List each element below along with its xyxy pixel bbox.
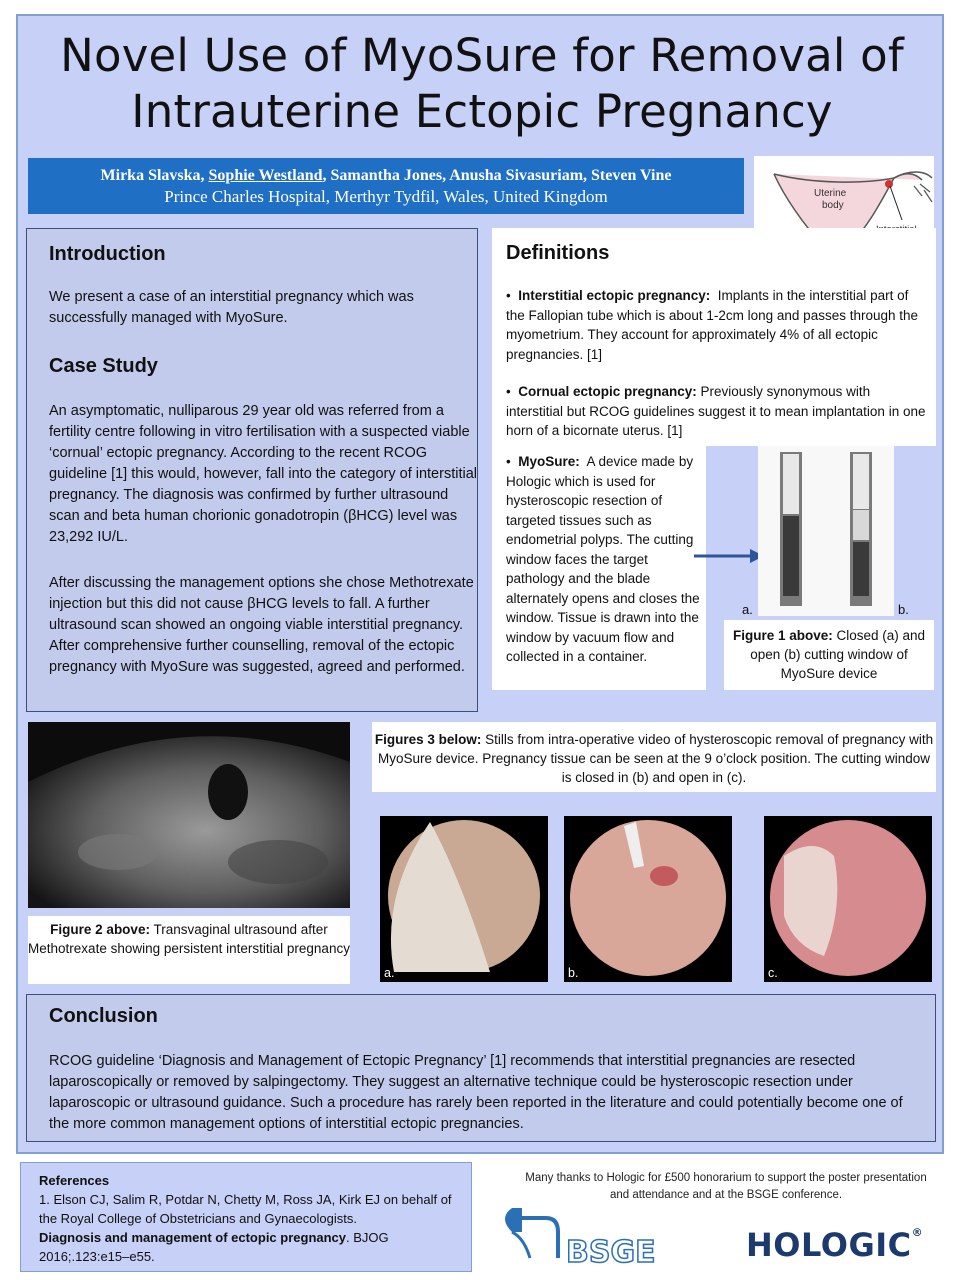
definition-term: MyoSure:: [518, 454, 580, 469]
affiliation: Prince Charles Hospital, Merthyr Tydfil, Wales, United Kingdom: [164, 187, 608, 206]
arrow-right-icon: [688, 546, 768, 566]
ultrasound-image: [28, 722, 350, 908]
case-study-paragraph-2: After discussing the management options she chose Methotrexate injection but this did not cause βHCG levels to fall. A further ultrasound scan showed an ongoing viable interstitial pregnancy. After comprehensive further counselling, removal of the ectopic pregnancy with MyoSure was suggested, agreed and performed.: [49, 575, 474, 675]
caption-text: Closed (a) and open (b) cutting window of MyoSure device: [750, 628, 926, 681]
label-body: body: [822, 200, 844, 211]
still-label-b: b.: [568, 966, 579, 980]
references-box: [20, 1162, 472, 1272]
case-study-heading: Case Study: [49, 355, 158, 377]
hysteroscopy-image-icon: [564, 816, 732, 982]
definition-text: A device made by Hologic which is used for hysteroscopic resection of targeted tissues such as endometrial polyps. The cutting window faces the target pathology and the blade alternately opens and closes the window. Tissue is drawn into the window by vacuum flow and collected in a container.: [506, 454, 700, 664]
introduction-case-box: [26, 228, 478, 712]
figure-2-caption: [28, 916, 350, 984]
definition-term: Interstitial ectopic pregnancy:: [518, 288, 711, 303]
label-uterine: Uterine: [814, 188, 847, 199]
still-label-a: a.: [384, 966, 395, 980]
ultrasound-scan-icon: [28, 722, 350, 908]
still-label-c: c.: [768, 966, 778, 980]
introduction-heading: Introduction: [49, 243, 166, 265]
poster: [16, 14, 944, 1154]
bsge-logo-icon: [498, 1198, 694, 1274]
definition-myosure-box: [492, 446, 706, 690]
definition-text: Previously synonymous with interstitial but RCOG guidelines suggest it to mean implantation in one horn of a bicornate uterus. [1]: [506, 384, 926, 438]
figure-3-caption: [372, 722, 936, 792]
references-heading: References: [39, 1173, 110, 1188]
figure-1-label-a: a.: [742, 602, 753, 617]
introduction-text: We present a case of an interstitial pregnancy which was successfully managed with MyoSure.: [49, 289, 414, 326]
caption-label: Figure 2 above:: [50, 922, 150, 937]
definition-cornual: • Cornual ectopic pregnancy: Previously synonymous with interstitial but RCOG guidelines suggest it to mean implantation in one horn of a bicornate uterus. [1]: [506, 384, 926, 438]
caption-text: Stills from intra-operative video of hysteroscopic removal of pregnancy with MyoSure device. Pregnancy tissue can be seen at the 9 o’clock position. The cutting window is closed in (b) and open in (c).: [377, 732, 934, 785]
reference-1: 1. Elson CJ, Salim R, Potdar N, Chetty M, Ross JA, Kirk EJ on behalf of the Royal College of Obstetricians and Gynaecologists.: [39, 1192, 452, 1226]
conclusion-text: RCOG guideline ‘Diagnosis and Management of Ectopic Pregnancy’ [1] recommends that interstitial pregnancies are resected laparoscopically or removed by salpingectomy. They suggest an alternative technique could be hysteroscopic resection under laparoscopic or ultrasound guidance. Such a procedure has rarely been reported in the literature and could potentially become one of the more common management options of interstitial ectopic pregnancies.: [49, 1053, 903, 1132]
definitions-box: [492, 228, 936, 446]
figure-1-label-b: b.: [898, 602, 909, 617]
hysteroscopy-still-c: [764, 816, 932, 982]
definition-text: Implants in the interstitial part of the Fallopian tube which is about 1-2cm long and passes through the myometrium. They account for approximately 4% of all ectopic pregnancies. [1]: [506, 288, 919, 362]
definition-myosure: • MyoSure: A device made by Hologic which is used for hysteroscopic resection of targeted tissues such as endometrial polyps. The cutting window faces the target pathology and the blade alternately opens and closes the window. Tissue is drawn into the window by vacuum flow and collected in a container.: [506, 454, 700, 664]
other-authors: , Samantha Jones, Anusha Sivasuriam, Steven Vine: [322, 167, 672, 184]
poster-title: [18, 28, 946, 140]
definition-term: Cornual ectopic pregnancy:: [518, 384, 697, 399]
definition-interstitial: • Interstitial ectopic pregnancy: Implants in the interstitial part of the Fallopian tube which is about 1-2cm long and passes through the myometrium. They account for approximately 4% of all ectopic pregnancies. [1]: [506, 288, 919, 362]
case-study-paragraph-1: An asymptomatic, nulliparous 29 year old was referred from a fertility centre following in vitro fertilisation with a suspected viable ‘cornual’ ectopic pregnancy. According to the recent RCOG guideline [1] this would, however, fall into the category of interstitial pregnancy. The diagnosis was confirmed by further ultrasound scan and beta human chorionic gonadotropin (βHCG) level was 23,292 IU/L.: [49, 403, 477, 545]
hysteroscopy-image-icon: [764, 816, 932, 982]
conclusion-heading: Conclusion: [49, 1005, 158, 1027]
definitions-heading: Definitions: [506, 242, 610, 264]
author-1: Mirka Slavska,: [100, 167, 205, 184]
caption-label: Figure 1 above:: [732, 628, 833, 643]
bsge-text: BSGE: [566, 1235, 656, 1270]
hologic-text: HOLOGIC: [746, 1226, 912, 1264]
bsge-logo: [498, 1198, 694, 1274]
author-banner: [28, 158, 744, 214]
author-list: [28, 158, 744, 186]
hysteroscopy-still-b: [564, 816, 732, 982]
title-line-1: Novel Use of MyoSure for Removal of: [60, 29, 904, 82]
caption-label: Figures 3 below:: [374, 732, 482, 747]
hologic-logo: [746, 1226, 923, 1264]
reference-1-title: Diagnosis and management of ectopic pregnancy: [39, 1230, 347, 1245]
hysteroscopy-image-icon: [380, 816, 548, 982]
reference-1-source: . BJOG 2016;.123:e15–e55.: [39, 1230, 389, 1264]
presenting-author: Sophie Westland: [208, 167, 323, 184]
figure-1-image: [742, 446, 909, 617]
acknowledgement: Many thanks to Hologic for £500 honorarium to support the poster presentation and attendance and at the BSGE conference.: [525, 1172, 927, 1201]
registered-mark: ®: [911, 1226, 924, 1239]
hysteroscopy-still-a: [380, 816, 548, 982]
title-line-2: Intrauterine Ectopic Pregnancy: [131, 85, 833, 138]
myosure-device-icon: [758, 446, 894, 616]
figure-1-caption: [724, 620, 934, 690]
conclusion-box: [26, 994, 936, 1142]
caption-text: Transvaginal ultrasound after Methotrexate showing persistent interstitial pregnancy: [28, 922, 350, 956]
